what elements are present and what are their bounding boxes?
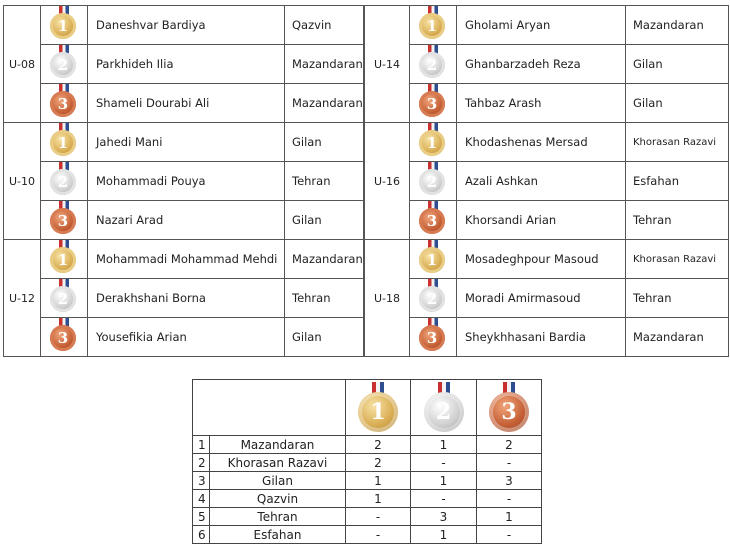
player-name: Khorsandi Arian bbox=[457, 201, 626, 240]
silver-medal-icon: 2 bbox=[47, 45, 81, 83]
bronze-medal-icon: 3 bbox=[416, 318, 450, 356]
medal-cell bbox=[410, 123, 457, 162]
gold-medal-icon: 1 bbox=[47, 123, 81, 161]
player-region: Tehran bbox=[626, 201, 729, 240]
medal-cell bbox=[410, 201, 457, 240]
player-name: Sheykhhasani Bardia bbox=[457, 318, 626, 357]
age-category-label: U-10 bbox=[4, 123, 41, 240]
bronze-count: 1 bbox=[477, 508, 542, 526]
player-region: Khorasan Razavi bbox=[626, 123, 729, 162]
medal-cell bbox=[41, 240, 88, 279]
table-row bbox=[4, 6, 729, 45]
summary-row bbox=[193, 472, 542, 490]
player-name: Jahedi Mani bbox=[88, 123, 285, 162]
province-name: Khorasan Razavi bbox=[210, 454, 346, 472]
age-category-label: U-12 bbox=[4, 240, 41, 357]
age-category-label: U-18 bbox=[365, 240, 410, 357]
medal-cell bbox=[410, 45, 457, 84]
player-region: Tehran bbox=[285, 162, 364, 201]
summary-header-silver bbox=[411, 380, 477, 436]
bronze-count: 3 bbox=[477, 472, 542, 490]
gold-medal-icon: 1 bbox=[416, 6, 450, 44]
gold-count: - bbox=[346, 508, 411, 526]
player-name: Mohammadi Pouya bbox=[88, 162, 285, 201]
age-category-label: U-14 bbox=[365, 6, 410, 123]
player-name: Derakhshani Borna bbox=[88, 279, 285, 318]
player-region: Gilan bbox=[285, 201, 364, 240]
medal-cell bbox=[41, 279, 88, 318]
table-row bbox=[4, 240, 729, 279]
column-gap bbox=[364, 201, 365, 240]
gold-medal-icon: 1 bbox=[47, 6, 81, 44]
player-region: Mazandaran bbox=[626, 318, 729, 357]
player-name: Nazari Arad bbox=[88, 201, 285, 240]
player-region: Gilan bbox=[626, 45, 729, 84]
rank: 6 bbox=[193, 526, 210, 544]
column-gap bbox=[364, 279, 365, 318]
column-gap bbox=[364, 84, 365, 123]
medal-cell bbox=[410, 318, 457, 357]
player-region: Gilan bbox=[285, 318, 364, 357]
summary-row bbox=[193, 454, 542, 472]
player-region: Tehran bbox=[626, 279, 729, 318]
age-category-label: U-08 bbox=[4, 6, 41, 123]
province-name: Qazvin bbox=[210, 490, 346, 508]
player-region: Esfahan bbox=[626, 162, 729, 201]
player-name: Azali Ashkan bbox=[457, 162, 626, 201]
rank: 3 bbox=[193, 472, 210, 490]
medal-cell bbox=[41, 6, 88, 45]
silver-medal-icon: 2 bbox=[416, 162, 450, 200]
bronze-medal-icon: 3 bbox=[47, 318, 81, 356]
gold-medal-icon: 1 bbox=[416, 240, 450, 278]
summary-row bbox=[193, 490, 542, 508]
province-name: Tehran bbox=[210, 508, 346, 526]
player-name: Daneshvar Bardiya bbox=[88, 6, 285, 45]
gold-count: 2 bbox=[346, 436, 411, 454]
medal-cell bbox=[410, 162, 457, 201]
rank: 1 bbox=[193, 436, 210, 454]
gold-count: 1 bbox=[346, 472, 411, 490]
gold-medal-icon: 1 bbox=[355, 382, 401, 434]
medal-cell bbox=[41, 162, 88, 201]
summary-header-row bbox=[193, 380, 542, 436]
silver-count: - bbox=[411, 454, 477, 472]
province-name: Gilan bbox=[210, 472, 346, 490]
summary-header-blank bbox=[193, 380, 346, 436]
gold-count: 1 bbox=[346, 490, 411, 508]
player-region: Qazvin bbox=[285, 6, 364, 45]
medal-cell bbox=[410, 84, 457, 123]
silver-medal-icon: 2 bbox=[421, 382, 467, 434]
silver-count: 1 bbox=[411, 472, 477, 490]
player-name: Moradi Amirmasoud bbox=[457, 279, 626, 318]
medal-cell bbox=[41, 318, 88, 357]
table-row bbox=[4, 123, 729, 162]
bronze-medal-icon: 3 bbox=[47, 201, 81, 239]
column-gap bbox=[364, 45, 365, 84]
summary-row bbox=[193, 508, 542, 526]
silver-count: 1 bbox=[411, 526, 477, 544]
silver-count: 1 bbox=[411, 436, 477, 454]
gold-medal-icon: 1 bbox=[47, 240, 81, 278]
player-name: Mohammadi Mohammad Mehdi bbox=[88, 240, 285, 279]
player-region: Tehran bbox=[285, 279, 364, 318]
player-name: Yousefikia Arian bbox=[88, 318, 285, 357]
summary-row bbox=[193, 436, 542, 454]
player-name: Shameli Dourabi Ali bbox=[88, 84, 285, 123]
player-region: Mazandaran bbox=[285, 84, 364, 123]
silver-medal-icon: 2 bbox=[416, 45, 450, 83]
summary-row bbox=[193, 526, 542, 544]
medal-cell bbox=[41, 84, 88, 123]
rank: 2 bbox=[193, 454, 210, 472]
age-category-label: U-16 bbox=[365, 123, 410, 240]
results-table bbox=[3, 5, 729, 357]
bronze-medal-icon: 3 bbox=[486, 382, 532, 434]
column-gap bbox=[364, 162, 365, 201]
medal-cell bbox=[410, 6, 457, 45]
rank: 4 bbox=[193, 490, 210, 508]
silver-count: 3 bbox=[411, 508, 477, 526]
player-region: Mazandaran bbox=[285, 240, 364, 279]
summary-header-gold bbox=[346, 380, 411, 436]
player-name: Gholami Aryan bbox=[457, 6, 626, 45]
medal-cell bbox=[410, 279, 457, 318]
medal-cell bbox=[41, 45, 88, 84]
player-name: Mosadeghpour Masoud bbox=[457, 240, 626, 279]
rank: 5 bbox=[193, 508, 210, 526]
summary-header-bronze bbox=[477, 380, 542, 436]
medal-cell bbox=[410, 240, 457, 279]
player-region: Gilan bbox=[626, 84, 729, 123]
gold-count: 2 bbox=[346, 454, 411, 472]
bronze-medal-icon: 3 bbox=[416, 84, 450, 122]
medal-cell bbox=[41, 123, 88, 162]
province-name: Esfahan bbox=[210, 526, 346, 544]
silver-count: - bbox=[411, 490, 477, 508]
player-region: Khorasan Razavi bbox=[626, 240, 729, 279]
player-name: Khodashenas Mersad bbox=[457, 123, 626, 162]
medal-summary-table bbox=[192, 379, 542, 544]
player-region: Mazandaran bbox=[285, 45, 364, 84]
player-name: Tahbaz Arash bbox=[457, 84, 626, 123]
bronze-medal-icon: 3 bbox=[47, 84, 81, 122]
bronze-count: - bbox=[477, 526, 542, 544]
bronze-count: 2 bbox=[477, 436, 542, 454]
bronze-medal-icon: 3 bbox=[416, 201, 450, 239]
silver-medal-icon: 2 bbox=[47, 279, 81, 317]
player-name: Parkhideh Ilia bbox=[88, 45, 285, 84]
player-region: Mazandaran bbox=[626, 6, 729, 45]
player-region: Gilan bbox=[285, 123, 364, 162]
province-name: Mazandaran bbox=[210, 436, 346, 454]
silver-medal-icon: 2 bbox=[416, 279, 450, 317]
gold-count: - bbox=[346, 526, 411, 544]
gold-medal-icon: 1 bbox=[416, 123, 450, 161]
bronze-count: - bbox=[477, 454, 542, 472]
player-name: Ghanbarzadeh Reza bbox=[457, 45, 626, 84]
column-gap bbox=[364, 318, 365, 357]
medal-cell bbox=[41, 201, 88, 240]
silver-medal-icon: 2 bbox=[47, 162, 81, 200]
bronze-count: - bbox=[477, 490, 542, 508]
